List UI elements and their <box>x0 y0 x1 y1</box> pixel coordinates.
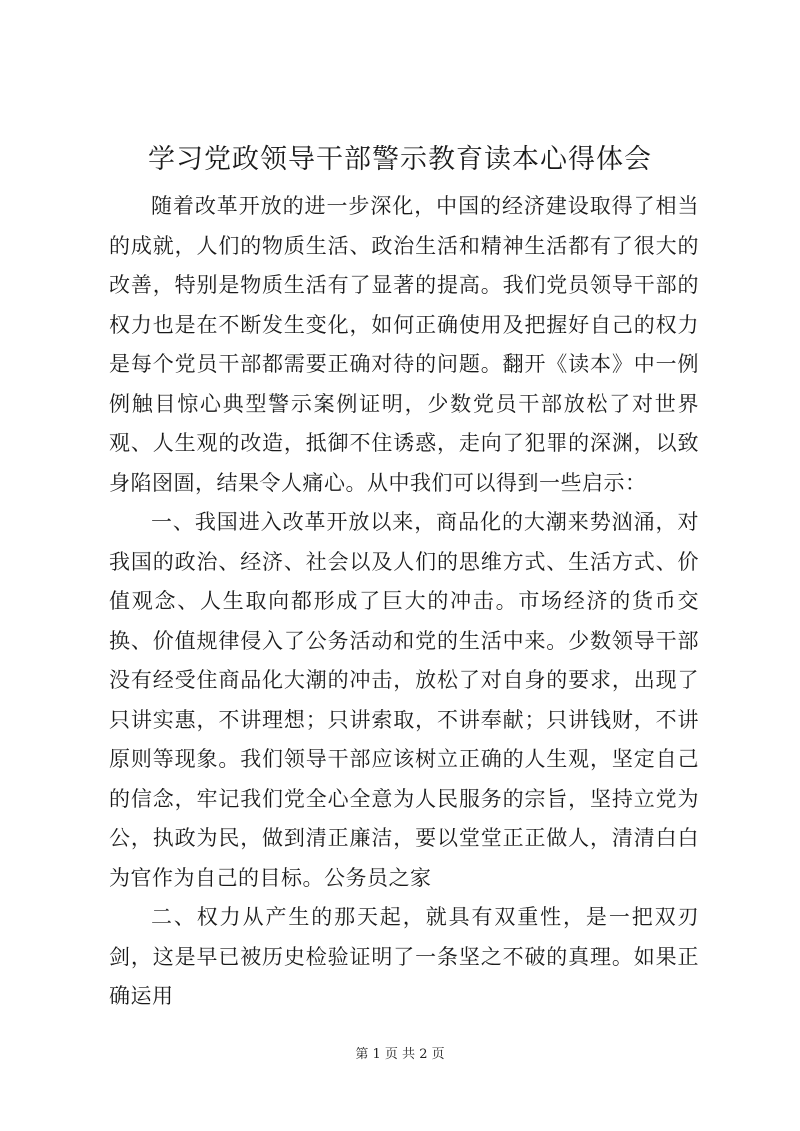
document-body <box>109 187 699 1017</box>
page-footer <box>0 1046 800 1064</box>
paragraph-intro: 随着改革开放的进一步深化，中国的经济建设取得了相当的成就，人们的物质生活、政治生活和精神生活都有了很大的改善，特别是物质生活有了显著的提高。我们党员领导干部的权力也是在不断发生变化，如何正确使用及把握好自己的权力是每个党员干部都需要正确对待的问题。翻开《读本》中一例例触目惊心典型警示案例证明，少数党员干部放松了对世界观、人生观的改造，抵御不住诱惑，走向了犯罪的深渊，以致身陷囹圄，结果令人痛心。从中我们可以得到一些启示： <box>109 194 699 495</box>
document-title: 学习党政领导干部警示教育读本心得体会 <box>148 144 652 175</box>
page-number-indicator: 第 1 页 共 2 页 <box>355 1047 445 1062</box>
paragraph-point-two: 二、权力从产生的那天起，就具有双重性，是一把双刃剑，这是早已被历史检验证明了一条坚之不破的真理。如果正确运用 <box>109 905 699 1008</box>
paragraph-point-one: 一、我国进入改革开放以来，商品化的大潮来势汹涌，对我国的政治、经济、社会以及人们的思维方式、生活方式、价值观念、人生取向都形成了巨大的冲击。市场经济的货币交换、价值规律侵入了公务活动和党的生活中来。少数领导干部没有经受住商品化大潮的冲击，放松了对自身的要求，出现了只讲实惠，不讲理想；只讲索取，不讲奉献；只讲钱财，不讲原则等现象。我们领导干部应该树立正确的人生观，坚定自己的信念，牢记我们党全心全意为人民服务的宗旨，坚持立党为公，执政为民，做到清正廉洁，要以堂堂正正做人，清清白白为官作为自己的目标。公务员之家 <box>109 510 699 890</box>
